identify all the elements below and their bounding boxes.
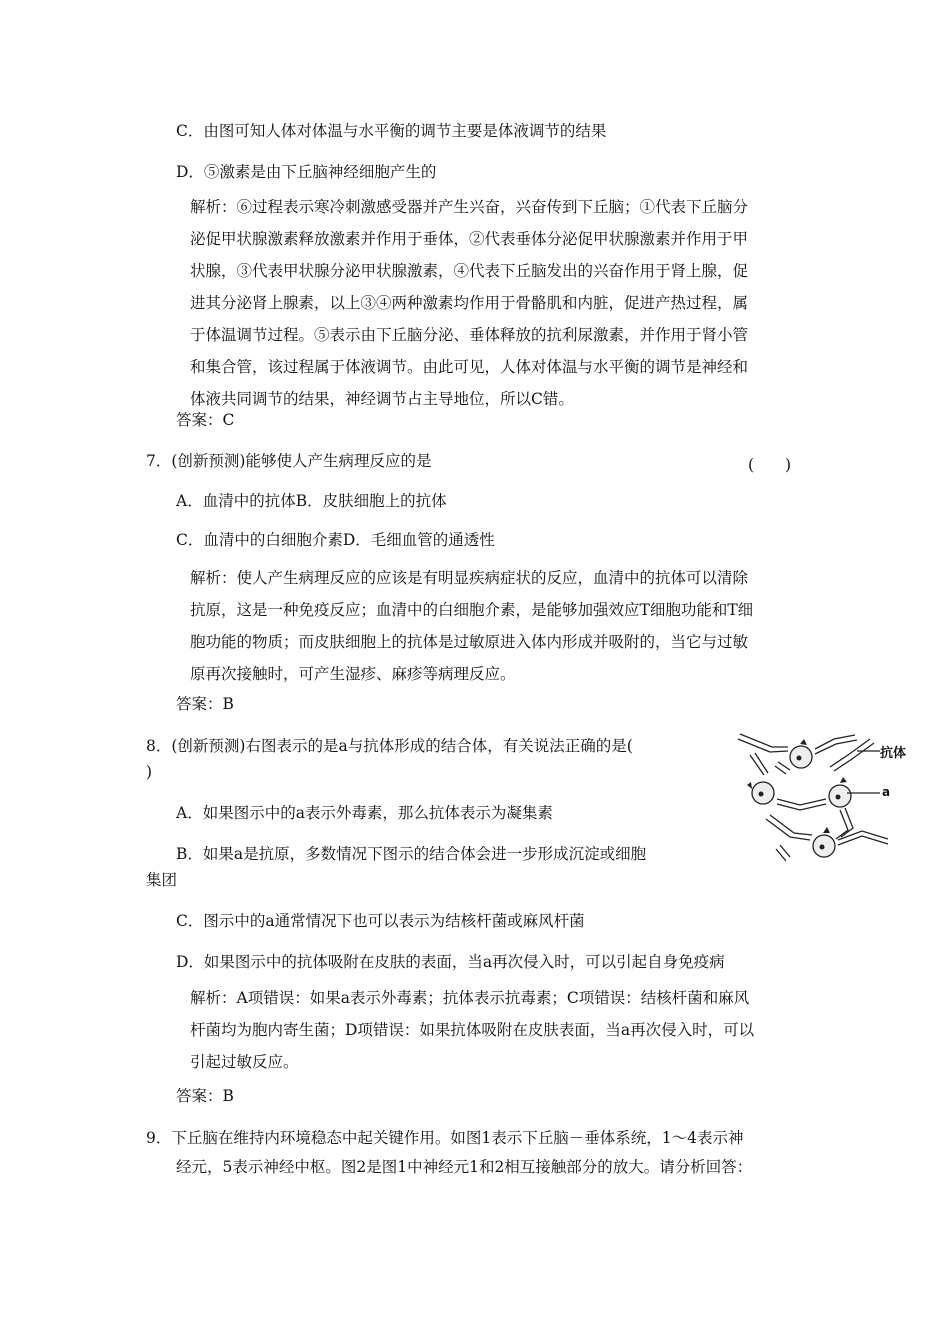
q9-stem-line1: 9．下丘脑在维持内环境稳态中起关键作用。如图1表示下丘脑－垂体系统，1～4表示神 xyxy=(146,1129,744,1147)
antibody xyxy=(836,808,853,839)
q7-stem: 7．(创新预测)能够使人产生病理反应的是 xyxy=(146,452,432,470)
q8-option-b-line1: B．如果a是抗原，多数情况下图示的结合体会进一步形成沉淀或细胞 xyxy=(176,845,647,863)
q7-analysis-line: 胞功能的物质；而皮肤细胞上的抗体是过敏原进入体内形成并吸附的，当它与过敏 xyxy=(190,633,749,651)
q6-option-d: D．⑤激素是由下丘脑神经细胞产生的 xyxy=(176,163,437,181)
q8-analysis xyxy=(190,982,754,1078)
q9-stem-line2: 经元，5表示神经中枢。图2是图1中神经元1和2相互接触部分的放大。请分析回答： xyxy=(176,1158,753,1176)
q6-analysis xyxy=(190,191,748,415)
q6-analysis-line: 泌促甲状腺激素释放激素并作用于垂体，②代表垂体分泌促甲状腺激素并作用于甲 xyxy=(190,230,749,248)
q8-option-c: C．图示中的a通常情况下也可以表示为结核杆菌或麻风杆菌 xyxy=(176,912,585,930)
q7-analysis-line: 抗原，这是一种免疫反应；血清中的白细胞介素，是能够加强效应T细胞功能和T细 xyxy=(190,601,754,619)
q6-analysis-line: 解析：⑥过程表示寒冷刺激感受器并产生兴奋，兴奋传到下丘脑；①代表下丘脑分 xyxy=(190,198,749,216)
q8-option-a: A．如果图示中的a表示外毒素，那么抗体表示为凝集素 xyxy=(176,804,553,822)
q7-answer-bracket: ( ) xyxy=(748,456,792,474)
q6-analysis-line: 状腺，③代表甲状腺分泌甲状腺激素，④代表下丘脑发出的兴奋作用于肾上腺，促 xyxy=(190,262,749,280)
q6-analysis-line: 于体温调节过程。⑤表示由下丘脑分泌、垂体释放的抗利尿激素，并作用于肾小管 xyxy=(190,326,749,344)
antibody xyxy=(750,753,790,775)
q7-option-cd: C．血清中的白细胞介素D．毛细血管的通透性 xyxy=(176,531,495,549)
q7-analysis xyxy=(190,562,753,690)
q8-option-d: D．如果图示中的抗体吸附在皮肤的表面，当a再次侵入时，可以引起自身免疫病 xyxy=(176,953,725,971)
q7-analysis-line: 原再次接触时，可产生湿疹、麻疹等病理反应。 xyxy=(190,665,516,683)
q8-analysis-line: 杆菌均为胞内寄生菌；D项错误：如果抗体吸附在皮肤表面，当a再次侵入时，可以 xyxy=(190,1021,755,1039)
q6-option-c: C．由图可知人体对体温与水平衡的调节主要是体液调节的结果 xyxy=(176,122,607,140)
antibody xyxy=(776,845,790,861)
q7-answer: 答案：B xyxy=(176,695,234,713)
q6-analysis-line: 体液共同调节的结果，神经调节占主导地位，所以C错。 xyxy=(190,390,574,408)
q8-stem-line1: 8．(创新预测)右图表示的是a与抗体形成的结合体，有关说法正确的是( xyxy=(146,737,633,755)
q7-option-ab: A．血清中的抗体B．皮肤细胞上的抗体 xyxy=(176,492,447,510)
q8-analysis-line: 解析：A项错误：如果a表示外毒素；抗体表示抗毒素；C项错误：结核杆菌和麻风 xyxy=(190,989,750,1007)
q8-analysis-line: 引起过敏反应。 xyxy=(190,1053,299,1071)
q8-option-b-line2: 集团 xyxy=(146,871,178,889)
antibody xyxy=(766,815,812,840)
antibody xyxy=(777,799,826,810)
q8-answer: 答案：B xyxy=(176,1087,234,1105)
q6-answer: 答案：C xyxy=(176,411,235,429)
q6-analysis-line: 和集合管，该过程属于体液调节。由此可见，人体对体温与水平衡的调节是神经和 xyxy=(190,358,749,376)
q6-analysis-line: 进其分泌肾上腺素，以上③④两种激素均作用于骨骼肌和内脏，促进产热过程，属 xyxy=(190,294,749,312)
q8-stem-line2: ) xyxy=(146,763,153,781)
q7-analysis-line: 解析：使人产生病理反应的应该是有明显疾病症状的反应，血清中的抗体可以清除 xyxy=(190,569,749,587)
antigen-a-label: a xyxy=(882,785,891,799)
antibody-label: 抗体 xyxy=(880,746,907,761)
antibody xyxy=(815,735,857,754)
antigen-antibody-figure xyxy=(730,727,910,872)
antibody xyxy=(738,734,788,752)
